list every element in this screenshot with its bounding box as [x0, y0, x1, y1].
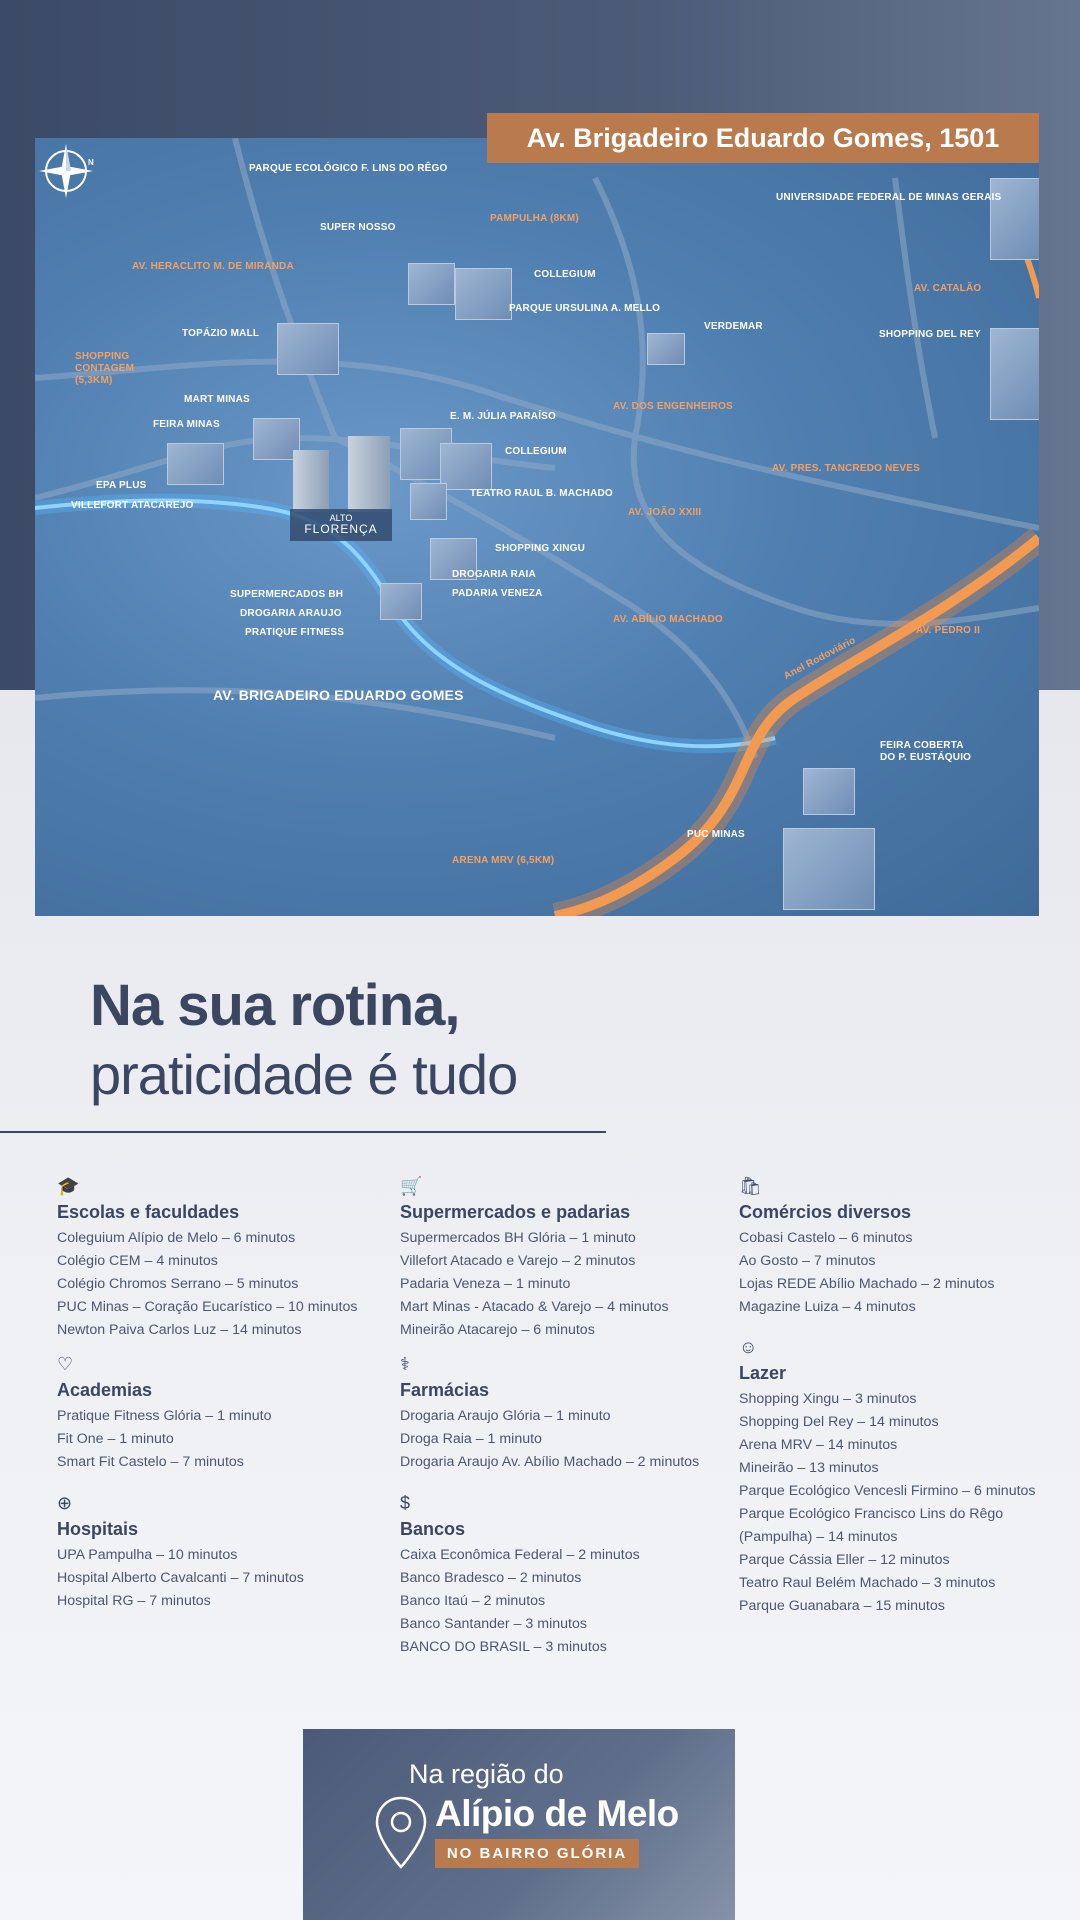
list-item: Cobasi Castelo – 6 minutos [739, 1230, 913, 1246]
category-title: Bancos [400, 1519, 466, 1539]
list-item: UPA Pampulha – 10 minutos [57, 1547, 238, 1563]
label-shopping-contagem-3: (5,3KM) [75, 375, 113, 386]
label-mart-minas: MART MINAS [184, 394, 250, 405]
label-av-brigadeiro: AV. BRIGADEIRO EDUARDO GOMES [213, 687, 464, 703]
building-padaria [380, 583, 422, 620]
building-collegium-2 [440, 443, 492, 490]
list-item: Hospital Alberto Cavalcanti – 7 minutos [57, 1570, 304, 1586]
headline-line-1: Na sua rotina, [90, 973, 460, 1038]
list-item: Coleguium Alípio de Melo – 6 minutos [57, 1230, 296, 1246]
list-item: Caixa Econômica Federal – 2 minutos [400, 1547, 640, 1563]
label-villefort: VILLEFORT ATACAREJO [71, 500, 194, 511]
label-av-abilio: AV. ABÍLIO MACHADO [613, 614, 723, 625]
list-item: Drogaria Araujo Glória – 1 minuto [400, 1408, 611, 1424]
label-parque-ecologico: PARQUE ECOLÓGICO F. LINS DO RÊGO [249, 163, 448, 174]
building-ufmg [990, 178, 1039, 260]
label-av-joao: AV. JOÃO XXIII [628, 507, 702, 518]
list-item: Arena MRV – 14 minutos [739, 1437, 898, 1453]
building-collegium [455, 268, 512, 320]
list-item: Shopping Xingu – 3 minutos [739, 1391, 917, 1407]
building-verdemar [647, 333, 685, 365]
list-item: Ao Gosto – 7 minutos [739, 1253, 876, 1269]
list-item: Shopping Del Rey – 14 minutos [739, 1414, 939, 1430]
list-item: Banco Bradesco – 2 minutos [400, 1570, 582, 1586]
category-title: Hospitais [57, 1519, 139, 1539]
label-feira-coberta-2: DO P. EUSTÁQUIO [880, 752, 972, 763]
list-item: Drogaria Araujo Av. Abílio Machado – 2 minutos [400, 1454, 700, 1470]
label-shopping-contagem-1: SHOPPING [75, 351, 130, 362]
list-item: Newton Paiva Carlos Luz – 14 minutos [57, 1322, 302, 1338]
category-bancos [400, 1493, 730, 1659]
label-padaria-veneza: PADARIA VENEZA [452, 588, 543, 599]
region-badge: NO BAIRRO GLÓRIA [435, 1839, 639, 1868]
list-item: Parque Cássia Eller – 12 minutos [739, 1552, 950, 1568]
graduation-cap-icon: 🎓 [57, 1176, 80, 1196]
label-feira-coberta-1: FEIRA COBERTA [880, 740, 964, 751]
list-item: Lojas REDE Abílio Machado – 2 minutos [739, 1276, 995, 1292]
building-teatro [410, 483, 447, 520]
label-drogaria-raia: DROGARIA RAIA [452, 569, 536, 580]
list-item: Mineirão – 13 minutos [739, 1460, 879, 1476]
label-anel-rodoviario: Anel Rodoviário [782, 634, 858, 683]
category-farmacias [400, 1354, 730, 1474]
category-escolas [57, 1176, 387, 1342]
list-item: Pratique Fitness Glória – 1 minuto [57, 1408, 272, 1424]
building-puc-minas [783, 828, 875, 910]
label-ufmg: UNIVERSIDADE FEDERAL DE MINAS GERAIS [776, 192, 1002, 203]
list-item: Fit One – 1 minuto [57, 1431, 174, 1447]
building-feira-coberta [803, 768, 855, 815]
label-av-tancredo: AV. PRES. TANCREDO NEVES [772, 463, 920, 474]
region-line-1: Na região do [409, 1759, 564, 1789]
list-item: Teatro Raul Belém Machado – 3 minutos [739, 1575, 996, 1591]
shopping-cart-icon: 🛒 [400, 1176, 423, 1196]
label-epa-plus: EPA PLUS [96, 480, 147, 491]
list-item: (Pampulha) – 14 minutos [739, 1529, 898, 1545]
label-puc-minas: PUC MINAS [687, 829, 745, 840]
label-parque-ursulina: PARQUE URSULINA A. MELLO [509, 303, 661, 314]
label-drogaria-araujo: DROGARIA ARAUJO [240, 608, 342, 619]
label-av-catalao: AV. CATALÃO [914, 283, 982, 294]
label-super-nosso: SUPER NOSSO [320, 222, 396, 233]
category-hospitais [57, 1493, 387, 1613]
label-collegium-2: COLLEGIUM [505, 446, 567, 457]
label-supermercados-bh: SUPERMERCADOS BH [230, 589, 344, 600]
pharmacy-icon: ⚕ [400, 1354, 410, 1374]
list-item: Magazine Luiza – 4 minutos [739, 1299, 916, 1315]
list-item: Padaria Veneza – 1 minuto [400, 1276, 571, 1292]
list-item: Banco Itaú – 2 minutos [400, 1593, 546, 1609]
building-epa [167, 443, 224, 485]
address-banner: Av. Brigadeiro Eduardo Gomes, 1501 [487, 113, 1039, 163]
category-supermercados [400, 1176, 730, 1342]
building-topazio [277, 323, 339, 375]
list-item: Droga Raia – 1 minuto [400, 1431, 542, 1447]
tower-left [293, 450, 329, 512]
region-box [303, 1729, 735, 1920]
label-collegium-1: COLLEGIUM [534, 269, 596, 280]
headline-line-2: praticidade é tudo [90, 1043, 518, 1106]
label-arena-mrv: ARENA MRV (6,5KM) [452, 855, 555, 866]
label-shopping-contagem-2: CONTAGEM [75, 363, 135, 374]
list-item: Parque Ecológico Francisco Lins do Rêgo [739, 1506, 1004, 1522]
building-super-nosso [408, 263, 455, 305]
label-av-engenheiros: AV. DOS ENGENHEIROS [613, 401, 733, 412]
fitness-heart-icon: ♡ [57, 1354, 74, 1374]
list-item: Parque Ecológico Vencesli Firmino – 6 minutos [739, 1483, 1036, 1499]
development-logo-top: ALTO [329, 513, 353, 523]
category-comercios [739, 1176, 1069, 1319]
list-item: Supermercados BH Glória – 1 minuto [400, 1230, 636, 1246]
list-item: Parque Guanabara – 15 minutos [739, 1598, 945, 1614]
category-title: Comércios diversos [739, 1202, 912, 1222]
category-title: Escolas e faculdades [57, 1202, 240, 1222]
label-shopping-del-rey: SHOPPING DEL REY [879, 329, 981, 340]
divider [0, 1131, 606, 1133]
development-logo-name: FLORENÇA [304, 522, 378, 536]
list-item: Villefort Atacado e Varejo – 2 minutos [400, 1253, 636, 1269]
compass-north-label: N [88, 158, 94, 167]
tower-right [348, 436, 390, 512]
development-logo [290, 509, 392, 541]
location-map [35, 138, 1039, 916]
list-item: BANCO DO BRASIL – 3 minutos [400, 1639, 607, 1655]
map-roads [35, 138, 1039, 916]
category-title: Academias [57, 1380, 153, 1400]
label-feira-minas: FEIRA MINAS [153, 419, 220, 430]
shopping-bag-icon: 🛍 [739, 1176, 762, 1196]
label-teatro-raul: TEATRO RAUL B. MACHADO [470, 488, 613, 499]
list-item: Smart Fit Castelo – 7 minutos [57, 1454, 244, 1470]
smile-icon: ☺ [739, 1337, 758, 1357]
building-del-rey [990, 328, 1039, 420]
label-em-julia: E. M. JÚLIA PARAÍSO [450, 411, 557, 422]
category-lazer [739, 1337, 1069, 1618]
label-topazio: TOPÁZIO MALL [182, 328, 260, 339]
category-title: Supermercados e padarias [400, 1202, 631, 1222]
label-pampulha: PAMPULHA (8KM) [490, 213, 579, 224]
compass-icon [35, 138, 97, 200]
list-item: Mineirão Atacarejo – 6 minutos [400, 1322, 595, 1338]
list-item: Banco Santander – 3 minutos [400, 1616, 587, 1632]
list-item: Hospital RG – 7 minutos [57, 1593, 211, 1609]
list-item: Colégio CEM – 4 minutos [57, 1253, 218, 1269]
label-av-pedro: AV. PEDRO II [916, 625, 981, 636]
category-title: Farmácias [400, 1380, 490, 1400]
location-pin-icon [373, 1795, 429, 1871]
piggy-bank-icon: $ [400, 1493, 411, 1513]
region-name: Alípio de Melo [435, 1793, 679, 1834]
list-item: Colégio Chromos Serrano – 5 minutos [57, 1276, 299, 1292]
list-item: Mart Minas - Atacado & Varejo – 4 minutos [400, 1299, 669, 1315]
label-av-heraclito: AV. HERACLITO M. DE MIRANDA [132, 261, 294, 272]
category-academias [57, 1354, 387, 1474]
label-shopping-xingu: SHOPPING XINGU [495, 543, 586, 554]
label-pratique-fitness: PRATIQUE FITNESS [245, 627, 345, 638]
category-title: Lazer [739, 1363, 787, 1383]
hospital-icon: ⊕ [57, 1493, 73, 1513]
label-verdemar: VERDEMAR [704, 321, 763, 332]
list-item: PUC Minas – Coração Eucarístico – 10 minutos [57, 1299, 358, 1315]
